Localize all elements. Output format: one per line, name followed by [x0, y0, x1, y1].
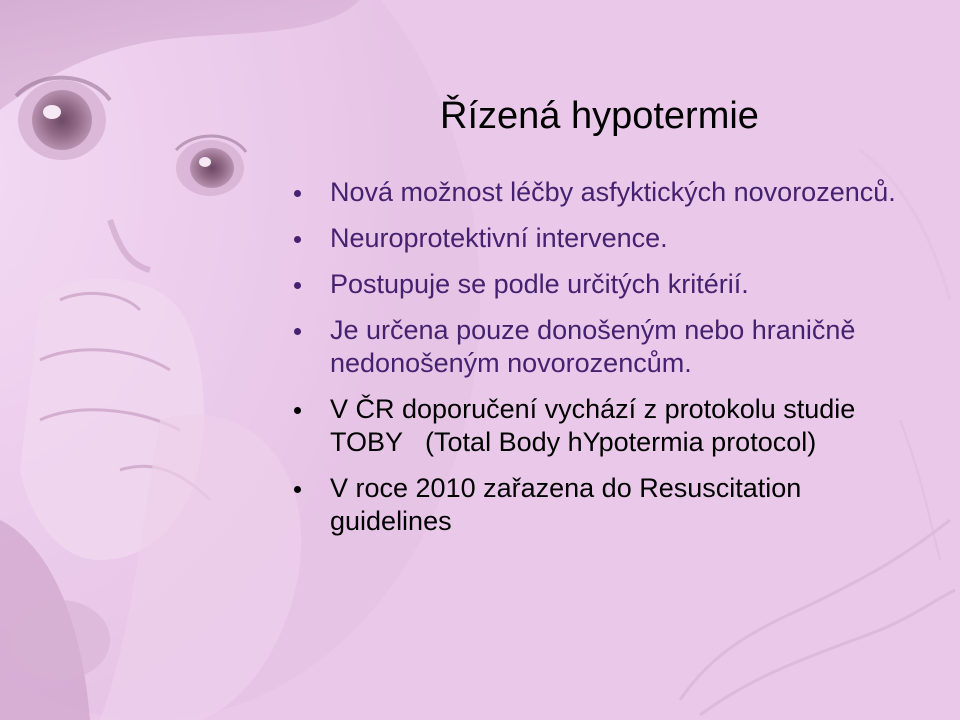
bullet-text: Neuroprotektivní intervence. — [330, 223, 668, 253]
bullet-item — [290, 393, 930, 459]
bullet-text: Je určena pouze donošeným nebo hraničně nedonošeným novorozencům. — [330, 315, 856, 378]
bullet-text: V ČR doporučení vychází z protokolu studie TOBY (Total Body hYpotermia protocol) — [330, 394, 863, 457]
bullet-item — [290, 314, 930, 380]
bullet-dot-icon — [294, 282, 301, 289]
bullet-item — [290, 472, 930, 538]
bullet-dot-icon — [294, 486, 301, 493]
bullet-item — [290, 222, 930, 255]
bullet-dot-icon — [294, 407, 301, 414]
bullet-item — [290, 268, 930, 301]
bullet-item — [290, 176, 930, 209]
bullet-text: Nová možnost léčby asfyktických novorozenců. — [330, 177, 896, 207]
bullet-dot-icon — [294, 190, 301, 197]
bullet-text: Postupuje se podle určitých kritérií. — [330, 269, 749, 299]
bullet-list — [290, 176, 930, 551]
bullet-dot-icon — [294, 328, 301, 335]
slide-title: Řízená hypotermie — [440, 95, 759, 137]
bullet-dot-icon — [294, 236, 301, 243]
bullet-text: V roce 2010 zařazena do Resuscitation guidelines — [330, 473, 802, 536]
